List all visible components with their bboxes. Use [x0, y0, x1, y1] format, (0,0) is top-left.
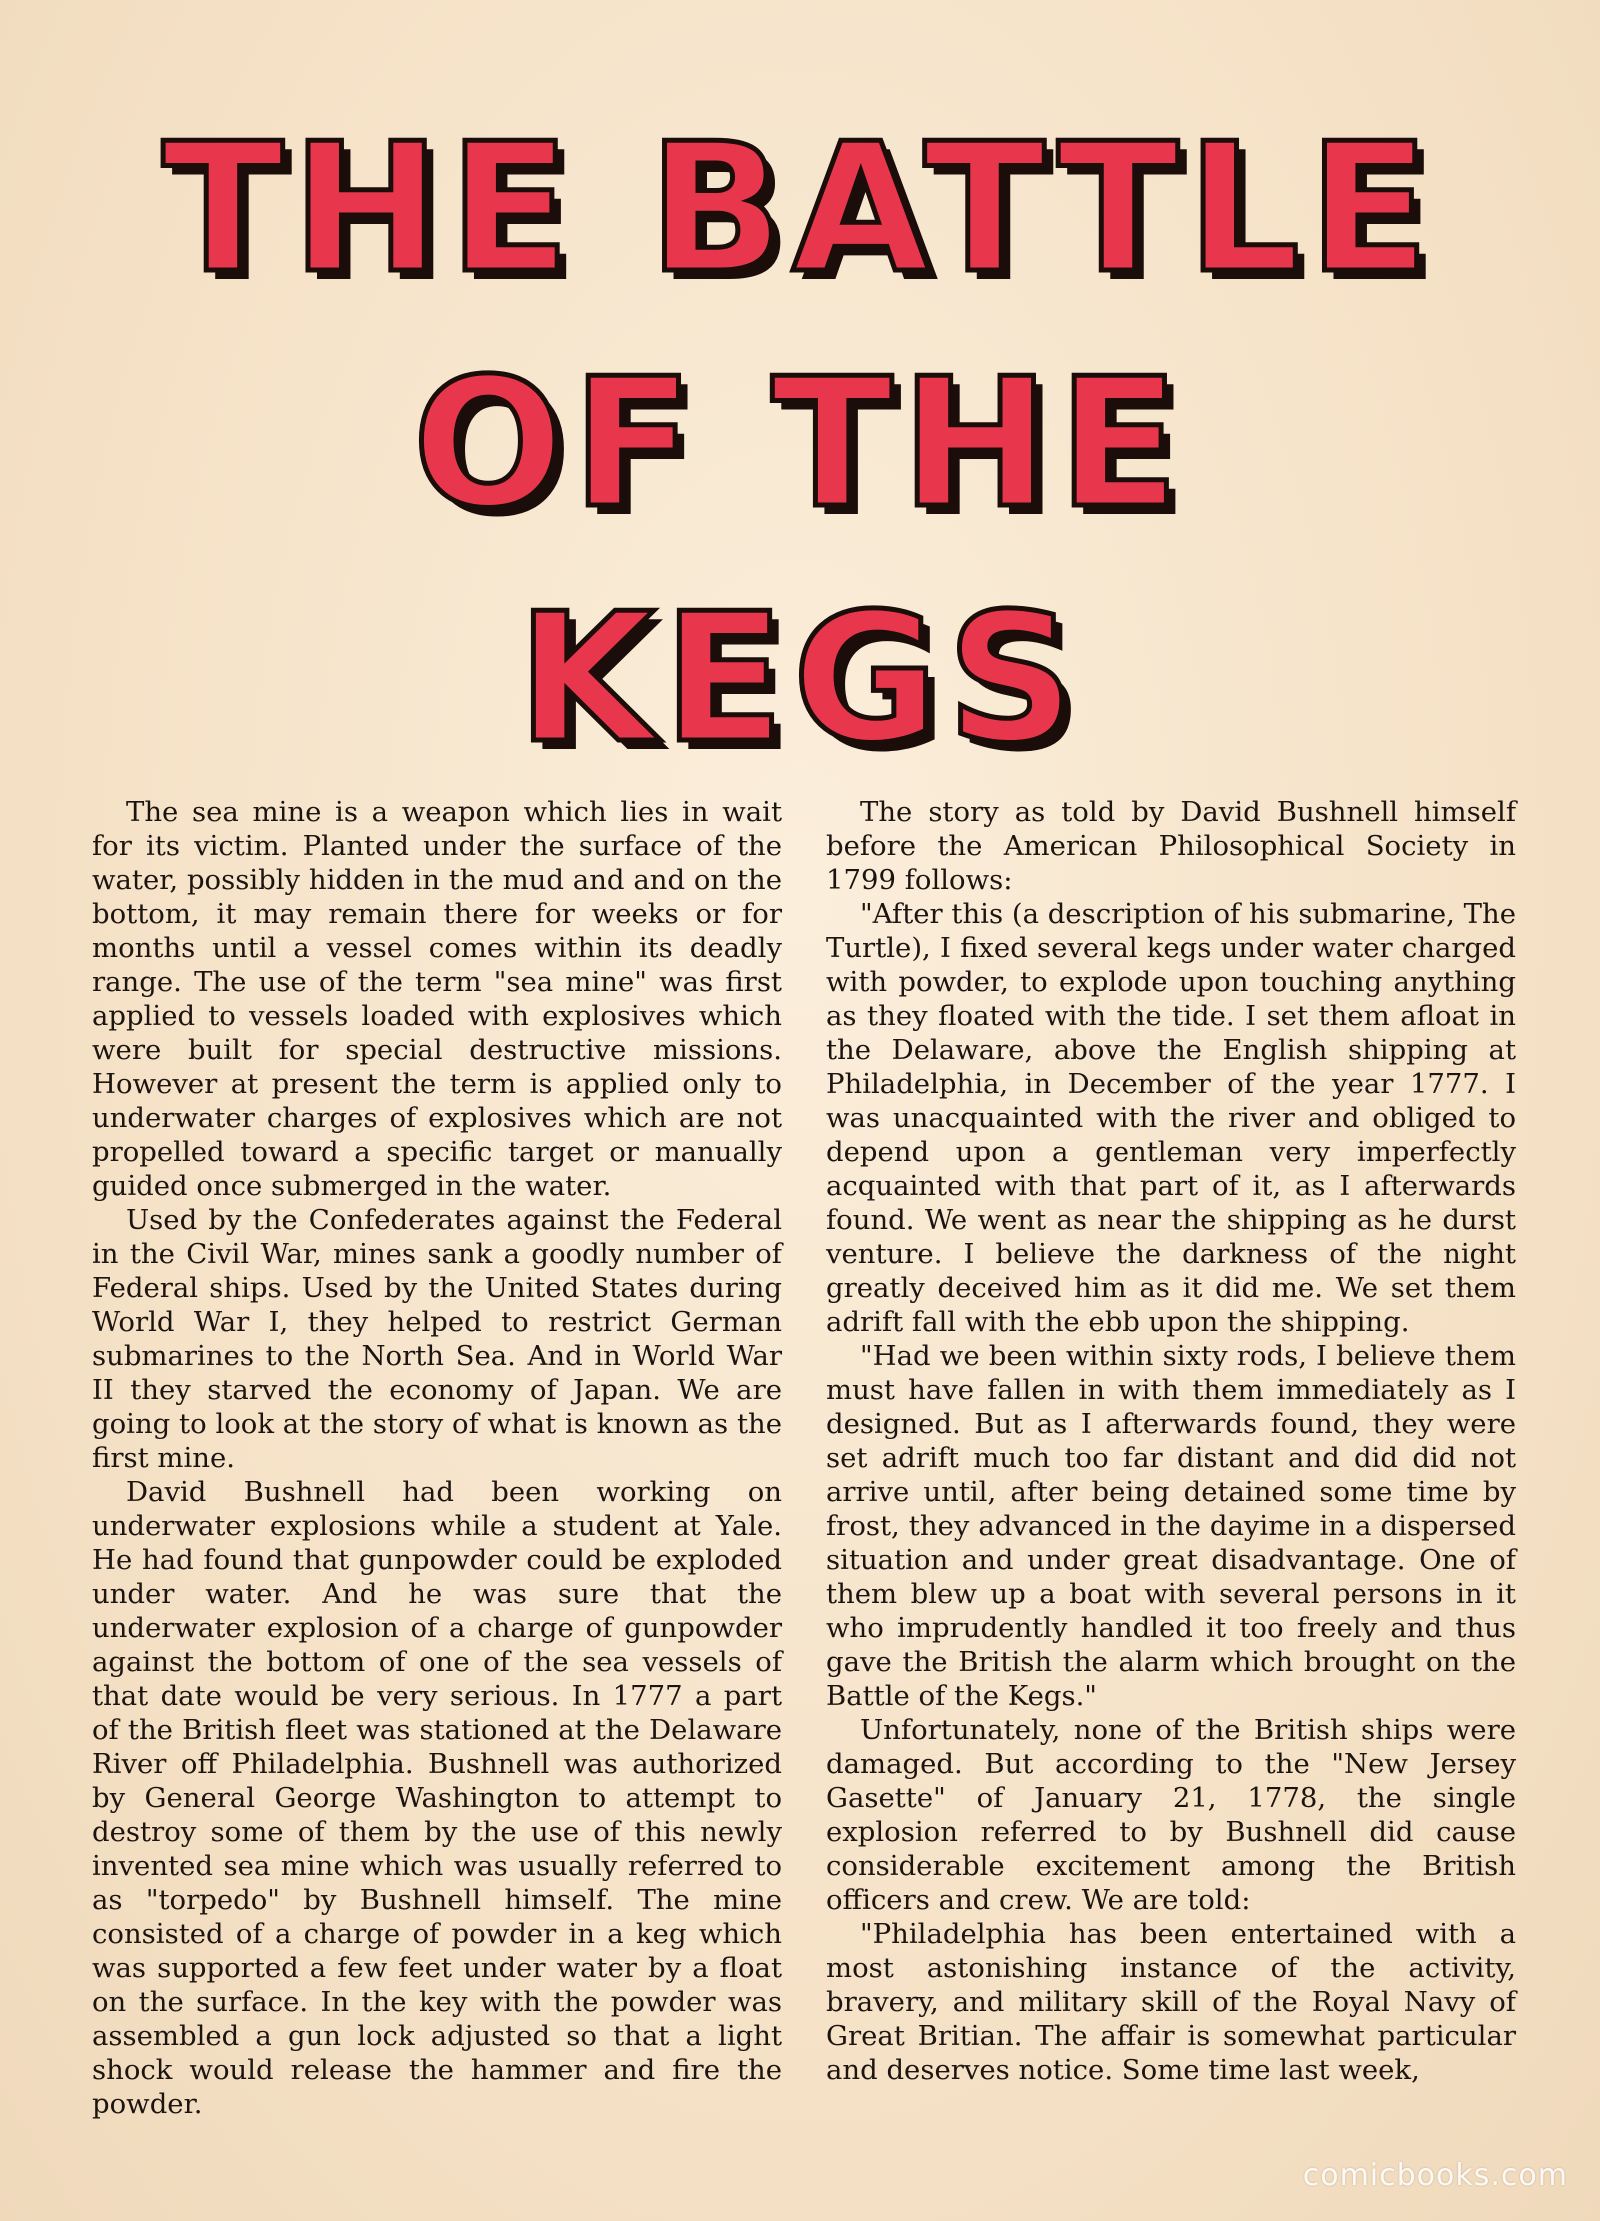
title-line-1: THE BATTLE — [162, 105, 1438, 312]
right-text-column — [826, 795, 1516, 2087]
paragraph: "Had we been within sixty rods, I believe them must have fallen in with them immediately as I designed. But as I afterwards found, they were set adrift much too far distant and did did not arrive until, after being detained some time by frost, they advanced in the dayime in a dispersed situation and under great disadvantage. One of them blew up a boat with several persons in it who imprudently handled it too freely and thus gave the British the alarm which brought on the Battle of the Kegs." — [826, 1340, 1516, 1712]
paragraph: The story as told by David Bushnell himself before the American Philosophical Society in 1799 follows: — [826, 796, 1516, 896]
paragraph: "After this (a description of his submarine, The Turtle), I fixed several kegs under water charged with powder, to explode upon touching anything as they floated with the tide. I set them afloat in the Delaware, above the English shipping at Philadelphia, in December of the year 1777. I was unacquainted with the river and obliged to depend upon a gentleman very imperfectly acquainted with that part of it, as I afterwards found. We went as near the shipping as he durst venture. I believe the darkness of the night greatly deceived him as it did me. We set them adrift fall with the ebb upon the shipping. — [826, 898, 1516, 1338]
paragraph: "Philadelphia has been entertained with a most astonishing instance of the activity, bravery, and military skill of the Royal Navy of Great Britian. The affair is somewhat particular and deserves notice. Some time last week, — [826, 1918, 1516, 2086]
paragraph: Unfortunately, none of the British ships were damaged. But according to the "New Jersey Gasette" of January 21, 1778, the single explosion referred to by Bushnell did cause considerable excitement among the British officers and crew. We are told: — [826, 1714, 1516, 1916]
paragraph: The sea mine is a weapon which lies in wait for its victim. Planted under the surface of the water, possibly hidden in the mud and and on the bottom, it may remain there for weeks or for months until a vessel comes within its deadly range. The use of the term "sea mine" was first applied to vessels loaded with explosives which were built for special destructive missions. However at present the term is applied only to underwater charges of explosives which are not propelled toward a specific target or manually guided once submerged in the water. — [92, 796, 782, 1202]
title-line-2: OF THE — [412, 340, 1188, 547]
site-watermark: comicbooks.com — [1302, 2158, 1568, 2193]
left-text-column — [92, 795, 782, 2121]
paragraph: David Bushnell had been working on underwater explosions while a student at Yale. He had found that gunpowder could be exploded under water. And he was sure that the underwater explosion of a charge of gunpowder against the bottom of one of the sea vessels of that date would be very serious. In 1777 a part of the British fleet was stationed at the Delaware River off Philadelphia. Bushnell was authorized by General George Washington to attempt to destroy some of them by the use of this newly invented sea mine which was usually referred to as "torpedo" by Bushnell himself. The mine consisted of a charge of powder in a keg which was supported a few feet under water by a float on the surface. In the key with the powder was assembled a gun lock adjusted so that a light shock would release the hammer and fire the powder. — [92, 1476, 782, 2120]
title-line-3: KEGS — [517, 575, 1083, 782]
paragraph: Used by the Confederates against the Federal in the Civil War, mines sank a goodly number of Federal ships. Used by the United States during World War I, they helped to restrict German submarines to the North Sea. And in World War II they starved the economy of Japan. We are going to look at the story of what is known as the first mine. — [92, 1204, 782, 1474]
